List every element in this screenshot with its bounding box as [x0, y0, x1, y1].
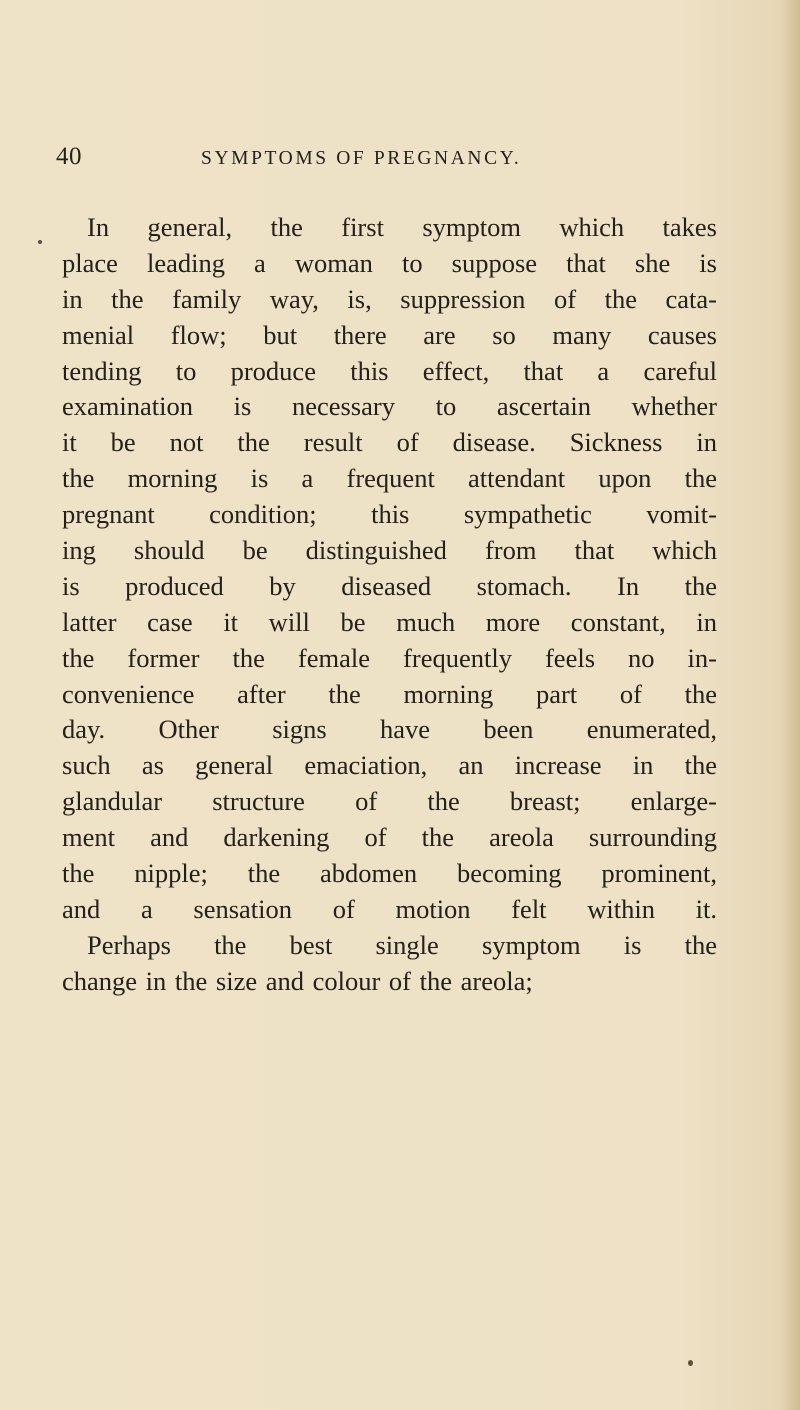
text-line: ment and darkening of the areola surrounding: [62, 822, 717, 853]
text-line: Perhaps the best single symptom is the: [87, 929, 717, 960]
text-line: pregnant condition; this sympathetic vomit-: [62, 499, 717, 530]
text-line: the morning is a frequent attendant upon the: [62, 463, 717, 494]
text-line: place leading a woman to suppose that she is: [62, 247, 717, 278]
text-line: In general, the first symptom which takes: [87, 212, 717, 242]
text-line: such as general emaciation, an increase in the: [62, 750, 717, 781]
text-line: the nipple; the abdomen becoming prominent,: [62, 858, 717, 889]
text-line: menial flow; but there are so many causes: [62, 319, 717, 350]
text-line: in the family way, is, suppression of the cata-: [62, 283, 717, 314]
text-line: examination is necessary to ascertain whether: [62, 391, 717, 422]
running-head: [56, 142, 756, 182]
paper-speck: [688, 1360, 693, 1366]
text-line: tending to produce this effect, that a careful: [62, 355, 717, 386]
page-edge-shadow: [782, 0, 800, 1410]
paper-speck: [38, 240, 42, 244]
page-number: 40: [56, 143, 82, 170]
text-line: it be not the result of disease. Sickness in: [62, 427, 717, 458]
text-line: is produced by diseased stomach. In the: [62, 570, 717, 601]
text-line: day. Other signs have been enumerated,: [62, 714, 717, 745]
text-line: and a sensation of motion felt within it.: [62, 893, 717, 924]
text-line: change in the size and colour of the areola;: [62, 965, 533, 996]
text-line: glandular structure of the breast; enlarge-: [62, 786, 717, 817]
running-title: SYMPTOMS OF PREGNANCY.: [201, 148, 522, 169]
text-line: the former the female frequently feels no in-: [62, 642, 717, 673]
text-line: convenience after the morning part of the: [62, 678, 717, 709]
text-line: latter case it will be much more constant, in: [62, 606, 717, 637]
body-paragraph: [62, 210, 717, 1000]
text-line: ing should be distinguished from that which: [62, 535, 717, 566]
